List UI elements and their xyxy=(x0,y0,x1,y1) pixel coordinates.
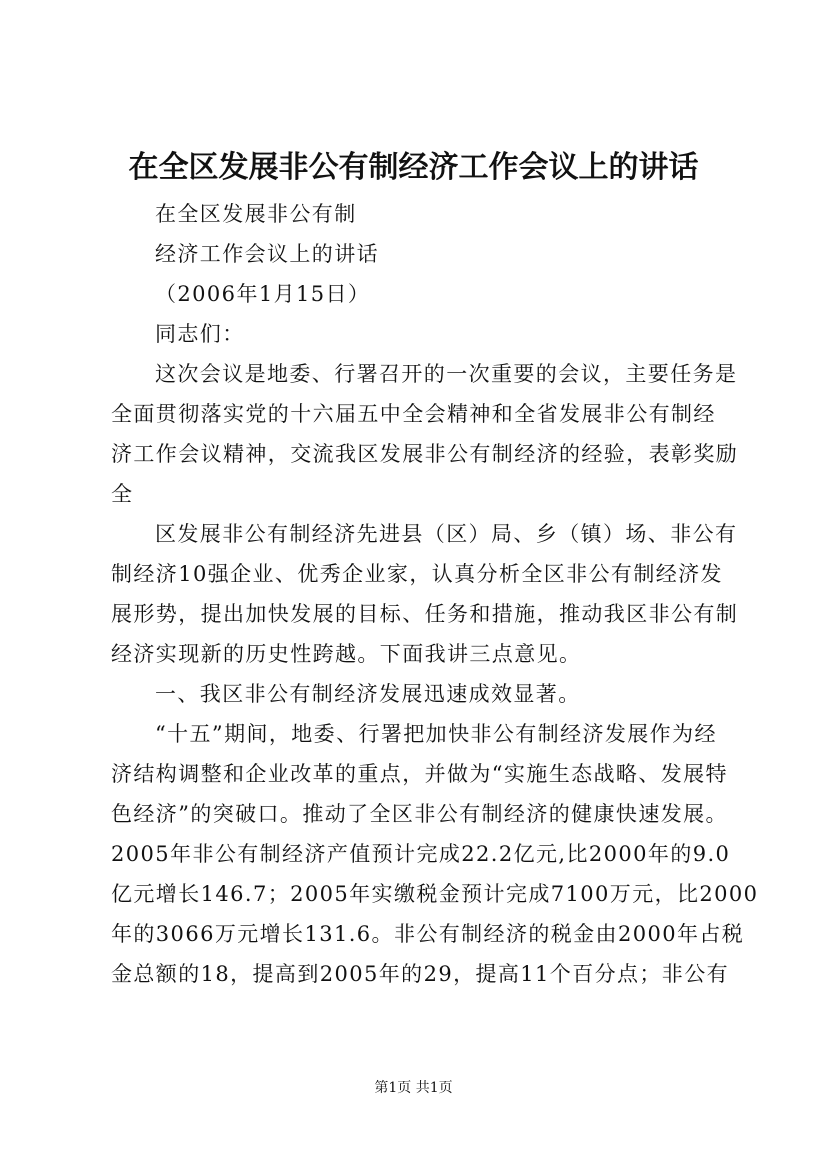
page-footer: 第1页 共1页 xyxy=(374,1080,453,1096)
paragraph-line: 年的3066万元增长131.6。非公有制经济的税金由2000年占税 xyxy=(111,922,745,946)
paragraph-line: 区发展非公有制经济先进县（区）局、乡（镇）场、非公有 xyxy=(155,522,738,546)
paragraph-line: 制经济10强企业、优秀企业家，认真分析全区非公有制经济发 xyxy=(111,562,723,586)
section-heading: 一、我区非公有制经济发展迅速成效显著。 xyxy=(155,682,581,706)
document-title: 在全区发展非公有制经济工作会议上的讲话 xyxy=(128,150,699,185)
paragraph-line: 全 xyxy=(111,482,134,506)
paragraph-line: 这次会议是地委、行署召开的一次重要的会议，主要任务是 xyxy=(155,362,738,386)
paragraph-line: 全面贯彻落实党的十六届五中全会精神和全省发展非公有制经 xyxy=(111,402,716,426)
paragraph-line: 金总额的18，提高到2005年的29，提高11个百分点；非公有 xyxy=(111,962,730,986)
document-body xyxy=(111,194,759,994)
date-line: （2006年1月15日） xyxy=(155,282,371,306)
paragraph-line: 济结构调整和企业改革的重点，并做为“实施生态战略、发展特 xyxy=(111,762,728,786)
paragraph-line: 色经济”的突破口。推动了全区非公有制经济的健康快速发展。 xyxy=(111,802,728,826)
paragraph-line: “十五”期间，地委、行署把加快非公有制经济发展作为经 xyxy=(155,722,717,746)
subtitle-line-2: 经济工作会议上的讲话 xyxy=(155,242,379,266)
paragraph-line: 经济实现新的历史性跨越。下面我讲三点意见。 xyxy=(111,642,582,666)
salutation: 同志们： xyxy=(155,322,245,346)
paragraph-line: 亿元增长146.7；2005年实缴税金预计完成7100万元，比2000 xyxy=(111,882,759,906)
paragraph-line: 济工作会议精神，交流我区发展非公有制经济的经验，表彰奖励 xyxy=(111,442,739,466)
paragraph-line: 2005年非公有制经济产值预计完成22.2亿元,比2000年的9.0 xyxy=(111,842,731,866)
subtitle-line-1: 在全区发展非公有制 xyxy=(155,202,357,226)
paragraph-line: 展形势，提出加快发展的目标、任务和措施，推动我区非公有制 xyxy=(111,602,739,626)
